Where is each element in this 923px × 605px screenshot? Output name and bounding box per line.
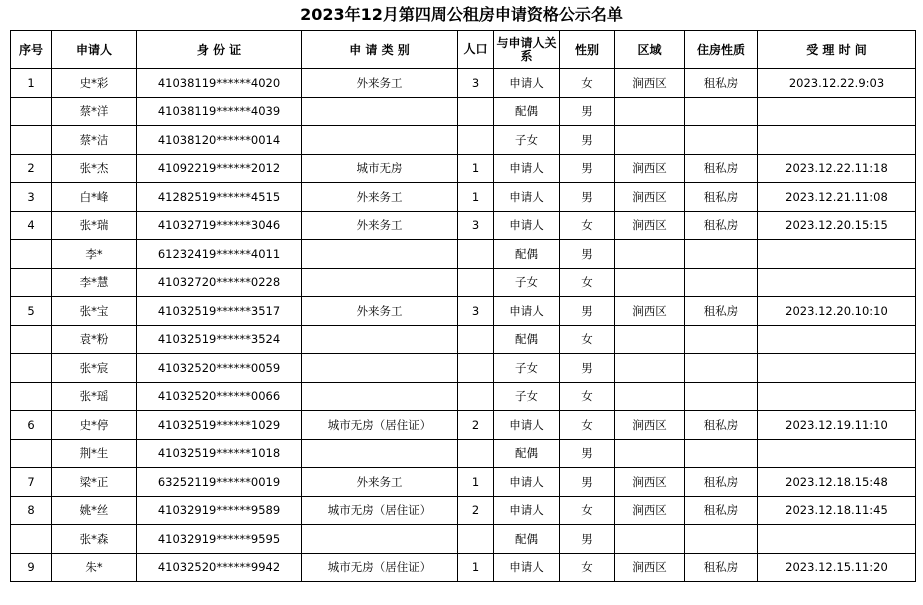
table-row	[11, 439, 916, 468]
table-cell: 张*宸	[52, 354, 137, 383]
table-cell: 8	[11, 496, 52, 525]
table-cell: 涧西区	[615, 553, 685, 582]
table-cell	[11, 325, 52, 354]
table-row	[11, 382, 916, 411]
table-cell: 申请人	[494, 154, 560, 183]
table-cell	[11, 525, 52, 554]
header-cell: 人口	[458, 31, 494, 69]
table-cell: 租私房	[685, 496, 758, 525]
header-cell: 身 份 证	[137, 31, 302, 69]
table-cell	[758, 97, 916, 126]
table-cell	[302, 439, 458, 468]
table-cell: 史*停	[52, 411, 137, 440]
table-cell: 涧西区	[615, 183, 685, 212]
header-cell: 住房性质	[685, 31, 758, 69]
table-cell: 1	[458, 468, 494, 497]
table-cell: 男	[560, 297, 615, 326]
table-cell: 姚*丝	[52, 496, 137, 525]
table-cell: 2023.12.20.15:15	[758, 211, 916, 240]
table-cell	[458, 439, 494, 468]
table-cell: 袁*粉	[52, 325, 137, 354]
table-cell: 2023.12.22.9:03	[758, 69, 916, 98]
table-cell	[685, 382, 758, 411]
table-cell	[302, 525, 458, 554]
table-cell: 子女	[494, 126, 560, 155]
table-cell: 女	[560, 268, 615, 297]
table-cell: 子女	[494, 354, 560, 383]
table-cell: 李*慧	[52, 268, 137, 297]
table-row	[11, 97, 916, 126]
table-cell: 男	[560, 154, 615, 183]
table-cell: 外来务工	[302, 297, 458, 326]
table-row	[11, 240, 916, 269]
table-cell	[11, 97, 52, 126]
table-cell: 5	[11, 297, 52, 326]
table-cell	[11, 268, 52, 297]
table-cell: 63252119******0019	[137, 468, 302, 497]
table-cell: 1	[458, 183, 494, 212]
table-cell: 2	[458, 411, 494, 440]
table-row	[11, 354, 916, 383]
header-cell: 申请人	[52, 31, 137, 69]
table-cell: 张*杰	[52, 154, 137, 183]
table-cell: 男	[560, 439, 615, 468]
table-cell: 41032919******9595	[137, 525, 302, 554]
table-cell: 男	[560, 525, 615, 554]
applicant-table	[10, 30, 916, 582]
table-cell: 女	[560, 553, 615, 582]
table-cell	[685, 354, 758, 383]
table-cell: 蔡*洁	[52, 126, 137, 155]
table-cell: 租私房	[685, 297, 758, 326]
table-cell	[758, 354, 916, 383]
table-cell: 外来务工	[302, 211, 458, 240]
table-cell: 女	[560, 211, 615, 240]
table-cell	[615, 525, 685, 554]
table-cell: 3	[458, 297, 494, 326]
table-cell: 女	[560, 69, 615, 98]
table-cell: 3	[11, 183, 52, 212]
table-cell: 6	[11, 411, 52, 440]
table-cell: 租私房	[685, 154, 758, 183]
table-cell: 外来务工	[302, 468, 458, 497]
table-cell: 史*彩	[52, 69, 137, 98]
table-cell: 配偶	[494, 240, 560, 269]
table-cell	[302, 97, 458, 126]
table-cell: 2023.12.18.11:45	[758, 496, 916, 525]
table-cell	[11, 439, 52, 468]
table-cell: 61232419******4011	[137, 240, 302, 269]
table-cell: 朱*	[52, 553, 137, 582]
table-cell	[302, 354, 458, 383]
table-cell	[615, 382, 685, 411]
table-cell: 白*峰	[52, 183, 137, 212]
table-cell	[615, 268, 685, 297]
table-cell	[758, 439, 916, 468]
table-cell: 41092219******2012	[137, 154, 302, 183]
table-cell: 涧西区	[615, 496, 685, 525]
table-cell: 41032519******3524	[137, 325, 302, 354]
table-cell: 申请人	[494, 211, 560, 240]
table-cell: 张*森	[52, 525, 137, 554]
table-cell: 城市无房（居住证）	[302, 496, 458, 525]
table-cell: 李*	[52, 240, 137, 269]
header-cell: 性别	[560, 31, 615, 69]
table-cell: 41032919******9589	[137, 496, 302, 525]
table-cell	[302, 240, 458, 269]
table-cell	[615, 325, 685, 354]
table-cell: 女	[560, 382, 615, 411]
table-cell: 配偶	[494, 439, 560, 468]
table-cell: 41032519******3517	[137, 297, 302, 326]
table-cell: 1	[11, 69, 52, 98]
table-cell: 41038119******4039	[137, 97, 302, 126]
table-cell: 2023.12.21.11:08	[758, 183, 916, 212]
table-cell: 男	[560, 97, 615, 126]
table-cell	[758, 525, 916, 554]
table-cell	[458, 97, 494, 126]
table-cell	[458, 382, 494, 411]
table-cell: 41032719******3046	[137, 211, 302, 240]
table-cell	[758, 382, 916, 411]
table-cell	[615, 439, 685, 468]
table-cell: 蔡*洋	[52, 97, 137, 126]
table-cell: 男	[560, 240, 615, 269]
table-cell: 2023.12.18.15:48	[758, 468, 916, 497]
table-cell: 租私房	[685, 468, 758, 497]
table-cell	[685, 325, 758, 354]
table-cell	[302, 126, 458, 155]
header-cell: 受 理 时 间	[758, 31, 916, 69]
table-cell: 租私房	[685, 211, 758, 240]
table-cell: 41032520******9942	[137, 553, 302, 582]
table-cell	[615, 126, 685, 155]
table-row	[11, 69, 916, 98]
table-cell	[11, 126, 52, 155]
table-cell	[758, 126, 916, 155]
table-cell: 41032519******1029	[137, 411, 302, 440]
table-cell: 2	[11, 154, 52, 183]
header-cell: 区域	[615, 31, 685, 69]
table-cell	[685, 268, 758, 297]
table-row	[11, 211, 916, 240]
table-cell: 申请人	[494, 69, 560, 98]
table-cell	[615, 354, 685, 383]
table-cell: 申请人	[494, 553, 560, 582]
table-cell: 41032520******0066	[137, 382, 302, 411]
table-cell: 子女	[494, 268, 560, 297]
table-cell	[615, 240, 685, 269]
header-cell: 申 请 类 别	[302, 31, 458, 69]
table-cell: 3	[458, 211, 494, 240]
table-cell: 41032520******0059	[137, 354, 302, 383]
table-cell	[685, 439, 758, 468]
table-cell	[458, 268, 494, 297]
table-cell	[458, 126, 494, 155]
table-cell: 41282519******4515	[137, 183, 302, 212]
table-cell: 城市无房	[302, 154, 458, 183]
table-cell: 2023.12.19.11:10	[758, 411, 916, 440]
table-cell	[685, 525, 758, 554]
table-cell: 子女	[494, 382, 560, 411]
table-row	[11, 411, 916, 440]
table-cell: 租私房	[685, 553, 758, 582]
table-cell	[302, 382, 458, 411]
page-title: 2023年12月第四周公租房申请资格公示名单	[300, 5, 623, 24]
table-cell: 女	[560, 411, 615, 440]
table-row	[11, 525, 916, 554]
table-row	[11, 268, 916, 297]
table-cell: 4	[11, 211, 52, 240]
table-cell: 外来务工	[302, 183, 458, 212]
table-cell	[758, 240, 916, 269]
table-cell: 2023.12.20.10:10	[758, 297, 916, 326]
table-cell	[458, 525, 494, 554]
table-cell: 女	[560, 496, 615, 525]
table-cell: 1	[458, 154, 494, 183]
table-row	[11, 126, 916, 155]
table-cell: 涧西区	[615, 411, 685, 440]
table-cell: 外来务工	[302, 69, 458, 98]
table-cell: 租私房	[685, 183, 758, 212]
table-row	[11, 325, 916, 354]
table-cell: 1	[458, 553, 494, 582]
table-cell: 配偶	[494, 525, 560, 554]
table-row	[11, 496, 916, 525]
table-cell: 女	[560, 325, 615, 354]
table-cell: 男	[560, 126, 615, 155]
table-cell: 张*瑞	[52, 211, 137, 240]
table-cell: 申请人	[494, 183, 560, 212]
table-cell: 张*宝	[52, 297, 137, 326]
table-cell	[685, 126, 758, 155]
table-row	[11, 154, 916, 183]
table-cell: 41032519******1018	[137, 439, 302, 468]
table-cell	[758, 325, 916, 354]
table-cell: 2	[458, 496, 494, 525]
table-cell: 涧西区	[615, 211, 685, 240]
table-cell: 41032720******0228	[137, 268, 302, 297]
table-cell	[685, 97, 758, 126]
table-row	[11, 297, 916, 326]
header-cell: 与申请人关系	[494, 31, 560, 69]
table-cell: 男	[560, 468, 615, 497]
table-cell: 申请人	[494, 411, 560, 440]
header-cell: 序号	[11, 31, 52, 69]
header-row	[11, 31, 916, 69]
table-cell	[458, 354, 494, 383]
table-cell: 3	[458, 69, 494, 98]
table-cell: 涧西区	[615, 468, 685, 497]
table-cell	[11, 240, 52, 269]
table-cell: 涧西区	[615, 154, 685, 183]
table-cell: 租私房	[685, 411, 758, 440]
table-cell: 男	[560, 183, 615, 212]
table-cell: 41038120******0014	[137, 126, 302, 155]
table-cell: 张*瑶	[52, 382, 137, 411]
table-cell: 涧西区	[615, 69, 685, 98]
table-cell	[302, 325, 458, 354]
table-cell	[458, 325, 494, 354]
table-cell: 配偶	[494, 97, 560, 126]
table-cell: 申请人	[494, 496, 560, 525]
table-cell: 租私房	[685, 69, 758, 98]
table-cell: 7	[11, 468, 52, 497]
table-cell: 2023.12.22.11:18	[758, 154, 916, 183]
table-cell	[758, 268, 916, 297]
table-cell: 男	[560, 354, 615, 383]
table-cell	[11, 354, 52, 383]
table-cell: 配偶	[494, 325, 560, 354]
table-cell: 2023.12.15.11:20	[758, 553, 916, 582]
table-cell: 9	[11, 553, 52, 582]
table-row	[11, 468, 916, 497]
table-cell	[615, 97, 685, 126]
table-cell	[11, 382, 52, 411]
table-cell	[302, 268, 458, 297]
table-cell: 41038119******4020	[137, 69, 302, 98]
table-cell: 城市无房（居住证）	[302, 411, 458, 440]
table-cell: 申请人	[494, 468, 560, 497]
table-cell	[458, 240, 494, 269]
table-cell: 涧西区	[615, 297, 685, 326]
table-row	[11, 553, 916, 582]
table-row	[11, 183, 916, 212]
table-cell: 城市无房（居住证）	[302, 553, 458, 582]
table-cell: 荆*生	[52, 439, 137, 468]
table-cell	[685, 240, 758, 269]
table-cell: 申请人	[494, 297, 560, 326]
table-cell: 梁*正	[52, 468, 137, 497]
